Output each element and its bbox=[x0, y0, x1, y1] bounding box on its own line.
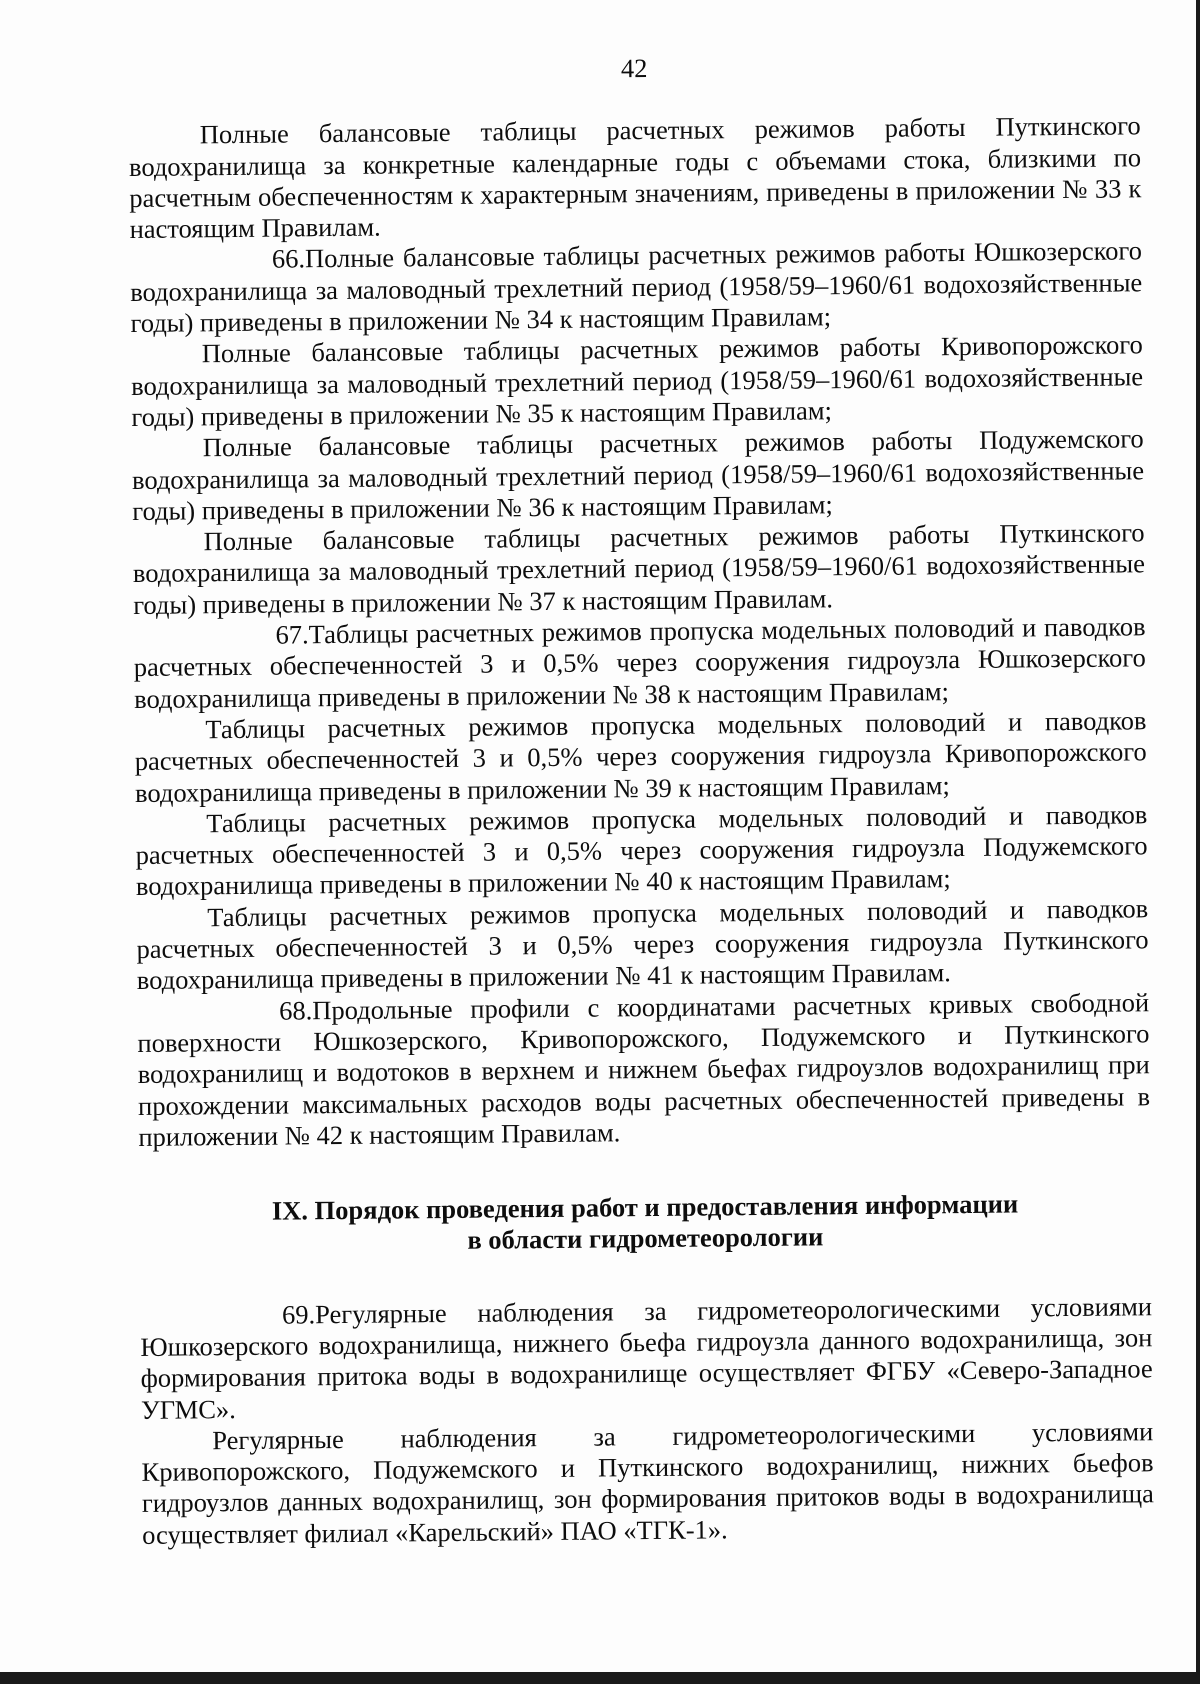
paragraph bbox=[133, 611, 1146, 715]
paragraph bbox=[129, 111, 1142, 246]
section-heading-line-2: в области гидрометеорологии bbox=[467, 1221, 824, 1256]
paragraph-number: 69. bbox=[281, 1298, 316, 1330]
paragraphs-top bbox=[129, 111, 1151, 1153]
paragraph bbox=[141, 1416, 1154, 1551]
paragraph bbox=[137, 987, 1150, 1153]
paragraph bbox=[136, 893, 1149, 997]
section-heading bbox=[139, 1187, 1152, 1259]
paragraph-number: 67. bbox=[275, 619, 309, 650]
paragraph bbox=[135, 799, 1148, 903]
paragraph-text: Таблицы расчетных режимов пропуска модельных половодий и паводков расчетных обеспеченностей 3 и 0,5% через сооружения гидроузла Юшкозерского водохранилища приведены в приложении № 38 к настоящим Правилам; bbox=[133, 611, 1146, 714]
paragraph bbox=[132, 424, 1145, 528]
scan-border-right bbox=[1196, 0, 1200, 1684]
page-number: 42 bbox=[620, 53, 648, 84]
paragraph bbox=[140, 1291, 1153, 1426]
paragraph-text: Полные балансовые таблицы расчетных режимов работы Юшкозерского водохранилища за маловодный трехлетний период (1958/59–1960/61 водохозяйственные годы) приведены в приложении № 34 к настоящим Правилам; bbox=[130, 235, 1143, 339]
section-heading-line-1: IX. Порядок проведения работ и предоставления информации bbox=[271, 1188, 1019, 1226]
paragraph-number: 68. bbox=[279, 994, 313, 1026]
paragraph-text: Регулярные наблюдения за гидрометеорологическими условиями Юшкозерского водохранилища, нижнего бьефа гидроузла данного водохранилища, зон формирования притока воды в водохранилище осуществляет ФГБУ «Северо-Западное УГМС». bbox=[140, 1290, 1153, 1425]
paragraph-number: 66. bbox=[271, 243, 306, 275]
paragraph-text: Полные балансовые таблицы расчетных режимов работы Подужемского водохранилища за маловодный трехлетний период (1958/59–1960/61 водохозяйственные годы) приведены в приложении № 36 к настоящим Правилам; bbox=[131, 423, 1145, 526]
paragraph bbox=[133, 517, 1146, 621]
paragraph bbox=[134, 705, 1147, 809]
paragraph-text: Полные балансовые таблицы расчетных режимов работы Путкинского водохранилища за маловодный трехлетний период (1958/59–1960/61 водохозяйственные годы) приведены в приложении № 37 к настоящим Правилам. bbox=[132, 517, 1146, 620]
document-body bbox=[128, 48, 1154, 1551]
paragraph-text: Таблицы расчетных режимов пропуска модельных половодий и паводков расчетных обеспеченностей 3 и 0,5% через сооружения гидроузла Подужемского водохранилища приведены в приложении № 40 к настоящим Правилам; bbox=[135, 799, 1148, 902]
paragraph-text: Полные балансовые таблицы расчетных режимов работы Кривопорожского водохранилища за маловодный трехлетний период (1958/59–1960/61 водохозяйственные годы) приведены в приложении № 35 к настоящим Правилам; bbox=[131, 329, 1144, 432]
paragraphs-bottom bbox=[140, 1291, 1154, 1551]
scan-border-bottom bbox=[0, 1672, 1200, 1684]
paragraph-text: Таблицы расчетных режимов пропуска модельных половодий и паводков расчетных обеспеченностей 3 и 0,5% через сооружения гидроузла Путкинского водохранилища приведены в приложении № 41 к настоящим Правилам. bbox=[136, 892, 1149, 996]
paragraph bbox=[131, 330, 1144, 434]
paragraph-text: Полные балансовые таблицы расчетных режимов работы Путкинского водохранилища за конкретные календарные годы с объемами стока, близкими по расчетным обеспеченностям к характерным значениям, приведены в приложении № 33 к настоящим Правилам. bbox=[128, 110, 1142, 245]
paragraph-text: Продольные профили с координатами расчетных кривых свободной поверхности Юшкозерского, Кривопорожского, Подужемского и Путкинского водохранилищ и водотоков в верхнем и нижнем бьефах гидроузлов водохранилищ при прохождении максимальных расходов воды расчетных обеспеченностей приведены в приложении № 42 к настоящим Правилам. bbox=[137, 986, 1151, 1152]
paragraph bbox=[130, 236, 1143, 340]
paragraph-text: Таблицы расчетных режимов пропуска модельных половодий и паводков расчетных обеспеченностей 3 и 0,5% через сооружения гидроузла Кривопорожского водохранилища приведены в приложении № 39 к настоящим Правилам; bbox=[134, 705, 1147, 808]
paragraph-text: Регулярные наблюдения за гидрометеорологическими условиями Кривопорожского, Подужемского и Путкинского водохранилищ, нижних бьефов гидроузлов данных водохранилищ, зон формирования притоков воды в водохранилища осуществляет филиал «Карельский» ПАО «ТГК-1». bbox=[141, 1416, 1154, 1550]
